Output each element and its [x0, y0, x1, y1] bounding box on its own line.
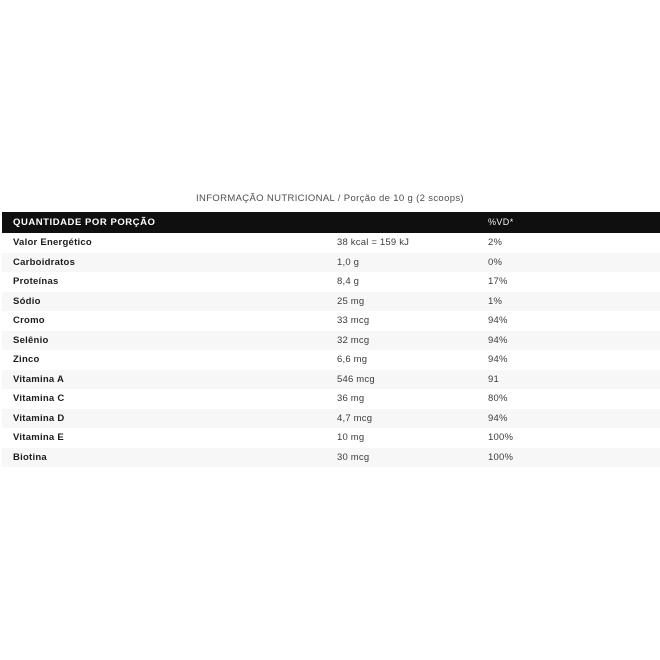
nutrient-value: 33 mcg: [337, 315, 370, 326]
table-rows: [2, 233, 660, 467]
nutrient-daily-value: 17%: [488, 276, 508, 287]
table-row: [2, 253, 660, 273]
nutrient-daily-value: 100%: [488, 432, 514, 443]
nutrient-value: 38 kcal = 159 kJ: [337, 237, 410, 248]
table-row: [2, 292, 660, 312]
table-row: [2, 311, 660, 331]
nutrient-daily-value: 0%: [488, 256, 503, 268]
nutrient-daily-value: 94%: [488, 334, 508, 346]
nutrient-value: 8,4 g: [337, 276, 360, 287]
nutrient-daily-value: 100%: [488, 451, 514, 463]
nutrient-value: 6,6 mg: [337, 354, 368, 365]
nutrient-name: Vitamina E: [13, 432, 64, 443]
nutrient-value: 25 mg: [337, 295, 365, 307]
header-daily-value-label: %VD*: [488, 217, 514, 227]
table-row: [2, 331, 660, 351]
nutrient-name: Carboidratos: [13, 256, 76, 268]
table-row: [2, 272, 660, 292]
nutrient-name: Cromo: [13, 315, 45, 326]
nutrient-value: 32 mcg: [337, 334, 370, 346]
nutrient-name: Valor Energético: [13, 237, 92, 248]
nutrient-name: Zinco: [13, 354, 40, 365]
table-row: [2, 389, 660, 409]
nutrient-daily-value: 2%: [488, 237, 503, 248]
nutrient-value: 10 mg: [337, 432, 365, 443]
nutrient-name: Vitamina A: [13, 373, 65, 385]
nutrient-name: Selênio: [13, 334, 49, 346]
table-title: INFORMAÇÃO NUTRICIONAL / Porção de 10 g (2 scoops): [196, 193, 464, 204]
nutrient-daily-value: 94%: [488, 315, 508, 326]
nutrient-daily-value: 91: [488, 373, 499, 385]
nutrient-value: 4,7 mcg: [337, 412, 373, 424]
nutrient-value: 30 mcg: [337, 451, 370, 463]
nutrient-value: 546 mcg: [337, 373, 375, 385]
nutrient-daily-value: 1%: [488, 295, 503, 307]
header-quantity-per-serving-label: QUANTIDADE POR PORÇÃO: [13, 217, 156, 228]
table-row: [2, 350, 660, 370]
nutrient-daily-value: 80%: [488, 393, 508, 404]
table-row: [2, 428, 660, 448]
table-row: [2, 448, 660, 468]
table-row: [2, 370, 660, 390]
table-header-bar: [2, 212, 660, 233]
nutrient-name: Biotina: [13, 451, 47, 463]
nutrient-name: Vitamina D: [13, 412, 65, 424]
nutrient-value: 1,0 g: [337, 256, 360, 268]
nutrient-value: 36 mg: [337, 393, 365, 404]
nutrition-table: [2, 212, 660, 467]
table-row: [2, 233, 660, 253]
nutrient-daily-value: 94%: [488, 412, 508, 424]
nutrient-name: Sódio: [13, 295, 41, 307]
nutrient-name: Vitamina C: [13, 393, 65, 404]
nutrient-name: Proteínas: [13, 276, 59, 287]
table-row: [2, 409, 660, 429]
nutrient-daily-value: 94%: [488, 354, 508, 365]
